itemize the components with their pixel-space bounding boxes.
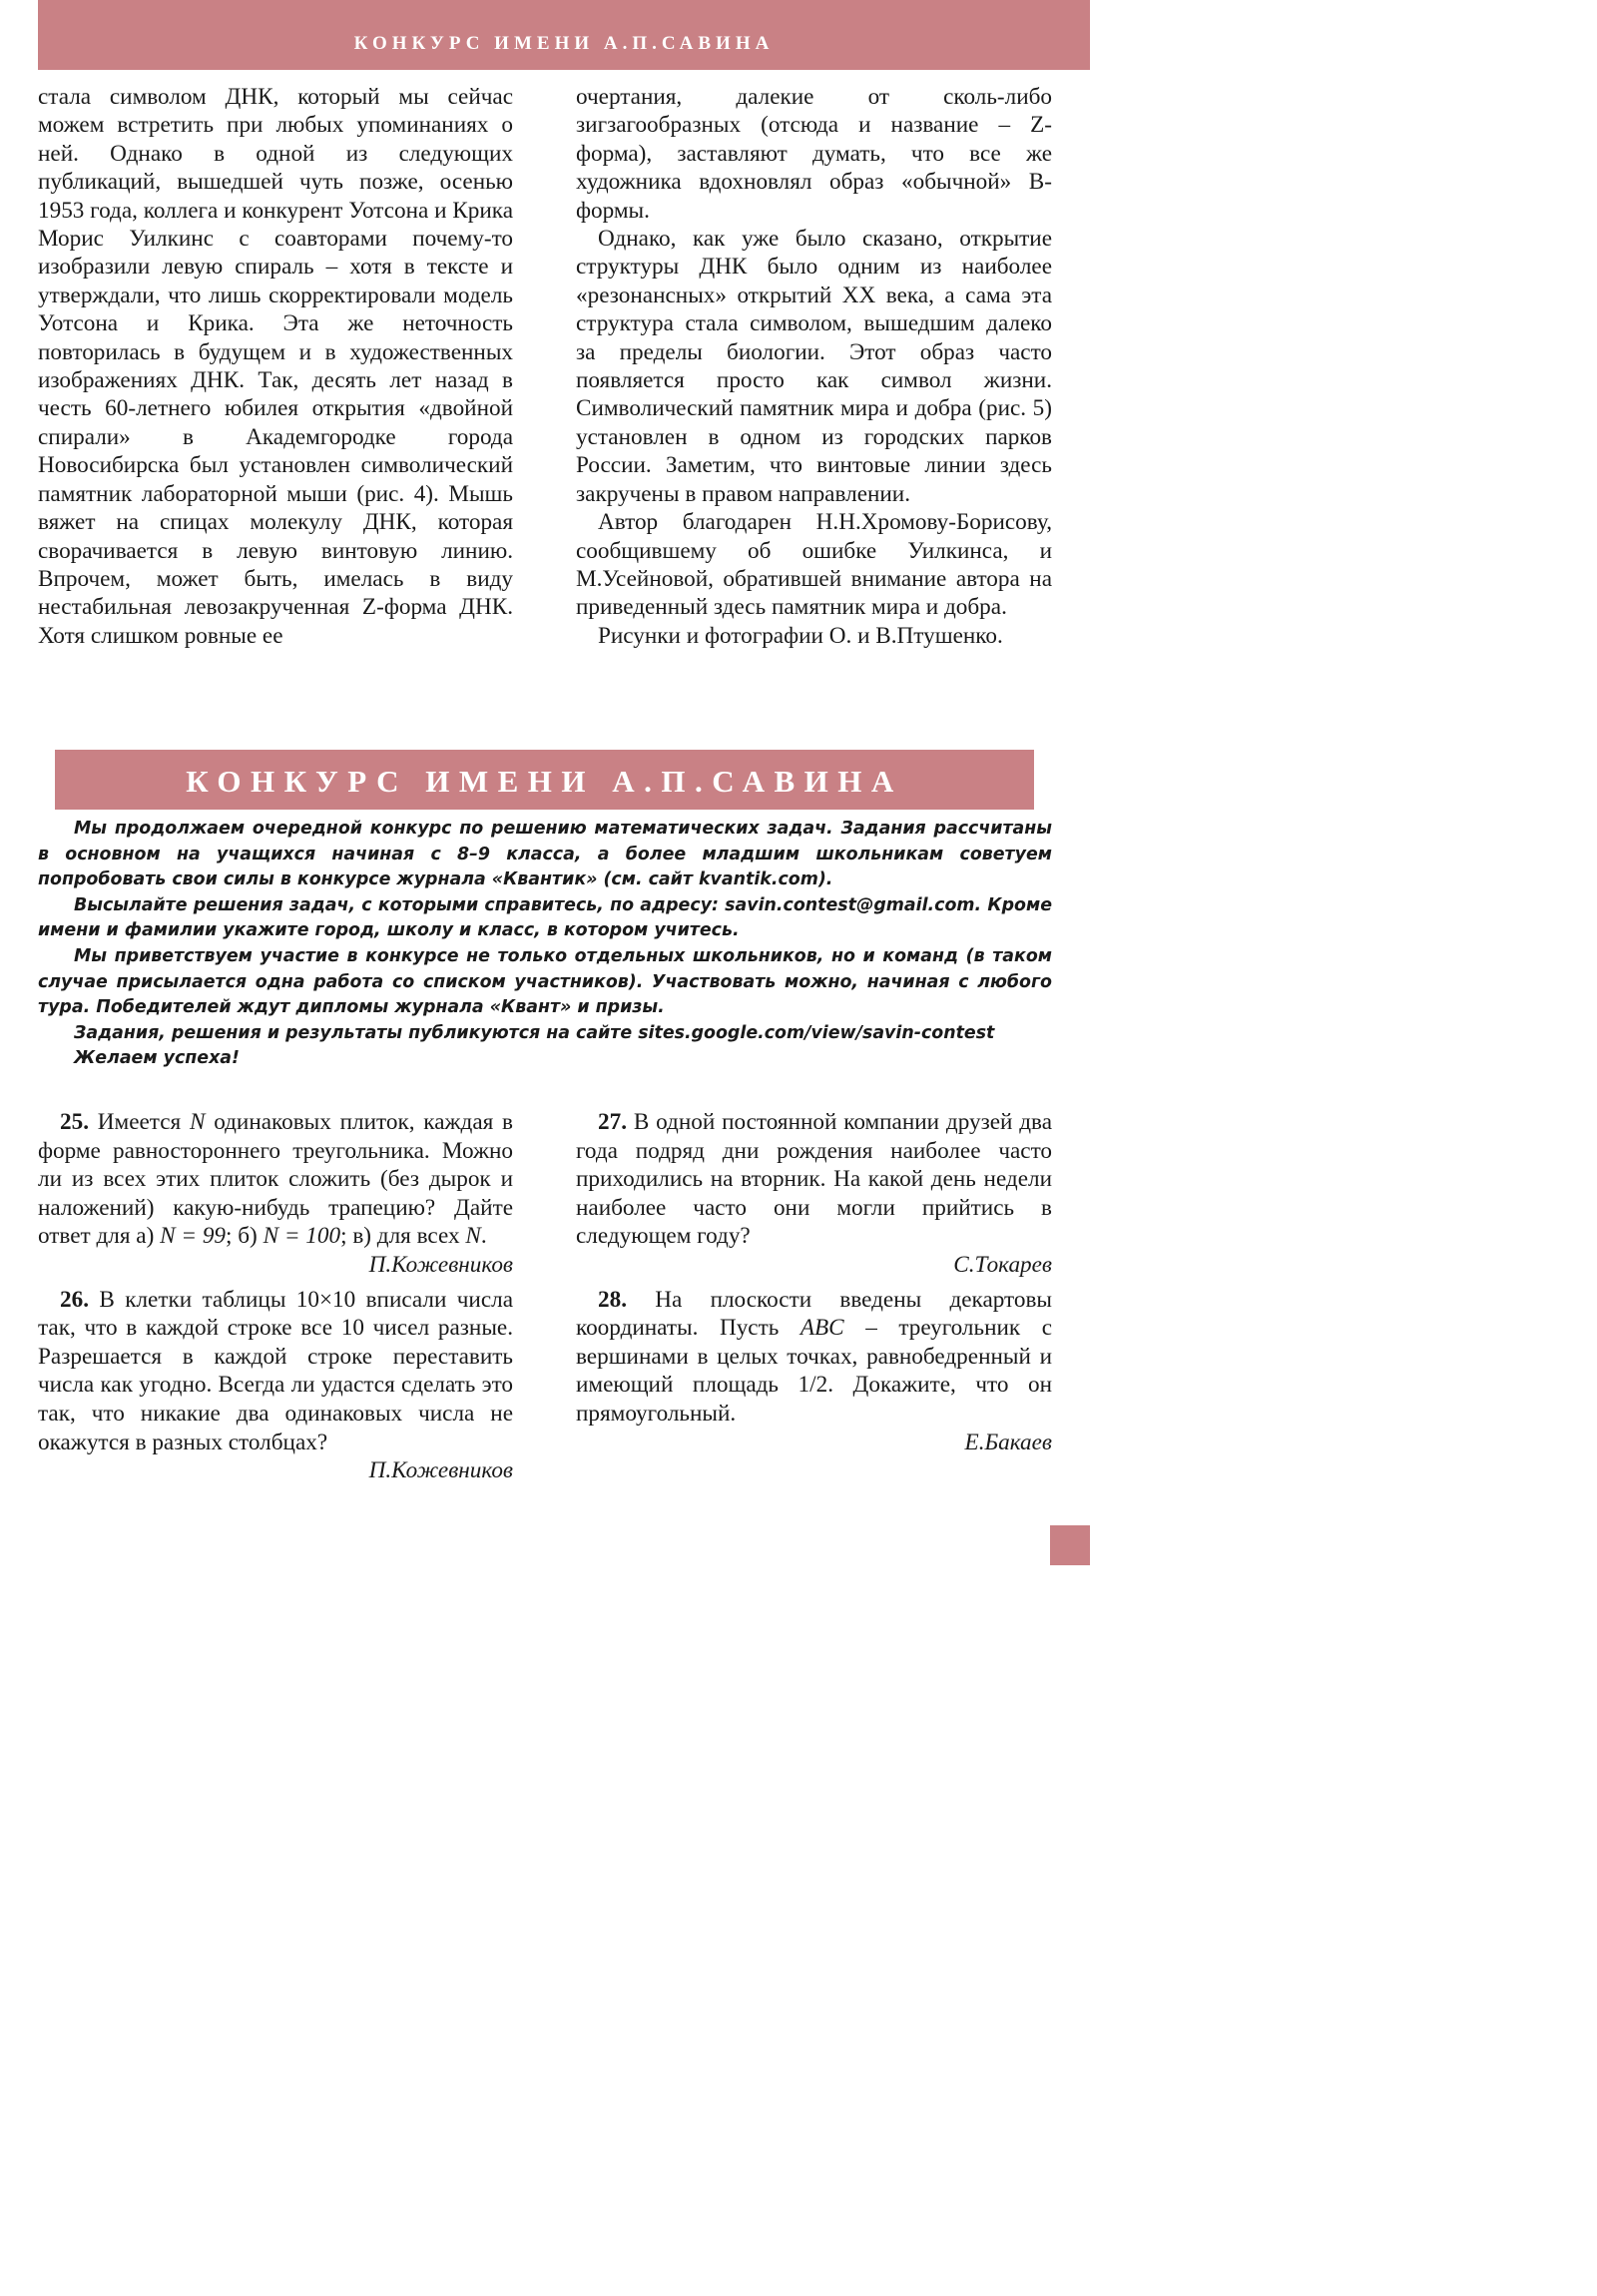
problem-26 [38, 1286, 513, 1485]
math-variable: ABC [799, 1315, 844, 1342]
problem-text-part: Имеется [97, 1109, 190, 1135]
problem-author: П.Кожевников [368, 1251, 513, 1278]
running-header: КОНКУРС ИМЕНИ А.П.САВИНА [38, 0, 1090, 70]
problem-text-part: В одной постоянной компании друзей два года подряд дни рождения наиболее часто приходились на вторник. На какой день недели наиболее часто они могли прийтись в следующем году? [576, 1109, 1052, 1250]
problem-author: Е.Бакаев [964, 1429, 1052, 1455]
math-variable: N [189, 1109, 206, 1135]
problem-25 [38, 1108, 513, 1280]
math-expression: N = 100 [263, 1223, 341, 1250]
problem-text [38, 1108, 513, 1251]
problems-left-column [38, 1108, 513, 1485]
section-title: КОНКУРС ИМЕНИ А.П.САВИНА [55, 750, 1034, 810]
math-expression: N = 99 [160, 1223, 227, 1250]
problem-author: С.Токарев [953, 1251, 1052, 1278]
intro-paragraph: Мы приветствуем участие в конкурсе не только отдельных школьников, но и команд (в таком случае присылается одна работа со списком участников). Участвовать можно, начиная с любого тура. Победителей ждут дипломы журнала «Квант» и призы. [38, 945, 1052, 1018]
problem-number: 26. [60, 1286, 89, 1313]
article-paragraph: очертания, далекие от сколь-либо зигзагообразных (отсюда и название – Z-форма), заставляют думать, что все же художника вдохновлял образ «обычной» B-формы. [576, 84, 1052, 224]
math-variable: N [465, 1223, 481, 1250]
problem-28 [576, 1286, 1052, 1457]
problem-text-part: ; б) [226, 1223, 264, 1250]
problem-27 [576, 1108, 1052, 1280]
article-left-column [38, 83, 513, 650]
article-right-column [576, 83, 1052, 650]
problem-text-part: На плоскости введены декартовы координаты. Пусть [576, 1286, 1053, 1342]
intro-paragraph: Высылайте решения задач, с которыми справитесь, по адресу: savin.contest@gmail.com. Кроме имени и фамилии укажите город, школу и класс, в котором учитесь. [38, 894, 1052, 941]
problem-text-part: – треугольник с вершинами в целых точках, равнобедренный и имеющий площадь 1/2. Докажите, что он прямоугольный. [576, 1315, 1053, 1427]
contest-intro [38, 817, 1052, 1072]
problem-author: П.Кожевников [368, 1457, 513, 1484]
acknowledgements: Автор благодарен Н.Н.Хромову-Борисову, сообщившему об ошибке Уилкинса, и М.Усейновой, обратившей внимание автора на приведенный здесь памятник мира и добра. [576, 509, 1052, 621]
problem-number: 27. [598, 1109, 627, 1135]
problem-number: 28. [598, 1286, 627, 1313]
article-paragraph: Однако, как уже было сказано, открытие структуры ДНК было одним из наиболее «резонансных» открытий XX века, а сама эта структура стала символом, вышедшим далеко за пределы биологии. Этот образ часто появляется просто как символ жизни. Символический памятник мира и добра (рис. 5) установлен в одном из городских парков России. Заметим, что винтовые линии здесь закручены в правом направлении. [576, 226, 1052, 507]
problem-text [576, 1108, 1052, 1251]
illustration-credits: Рисунки и фотографии О. и В.Птушенко. [598, 622, 1003, 649]
problems-right-column [576, 1108, 1052, 1456]
problem-number: 25. [60, 1109, 89, 1135]
problem-text-part: . [480, 1223, 487, 1250]
problem-text-part: В клетки таблицы 10×10 вписали числа так, что в каждой строке все 10 чисел разные. Разрешается в каждой строке переставить числа как угодно. Всегда ли удастся сделать это так, что никакие два одинаковых числа не окажутся в разных столбцах? [38, 1286, 513, 1455]
article-paragraph: стала символом ДНК, который мы сейчас можем встретить при любых упоминаниях о ней. Однако в одной из следующих публикаций, вышедшей чуть позже, осенью 1953 года, коллега и конкурент Уотсона и Крика Морис Уилкинс с соавторами почему-то изобразили левую спираль – хотя в тексте и утверждали, что лишь скорректировали модель Уотсона и Крика. Эта же неточность повторилась в будущем и в художественных изображениях ДНК. Так, десять лет назад в честь 60-летнего юбилея открытия «двойной спирали» в Академгородке города Новосибирска был установлен символический памятник лабораторной мыши (рис. 4). Мышь вяжет на спицах молекулу ДНК, которая сворачивается в левую винтовую линию. Впрочем, может быть, имелась в виду нестабильная левозакрученная Z-форма ДНК. Хотя слишком ровные ее [38, 84, 513, 649]
intro-closing: Желаем успеха! [74, 1048, 240, 1069]
problem-text-part: одинаковых плиток, каждая в форме равностороннего треугольника. Можно ли из всех этих плиток сложить (без дырок и наложений) какую-нибудь трапецию? Дайте ответ для а) [38, 1109, 514, 1250]
page-corner-marker [1050, 1525, 1090, 1565]
intro-paragraph: Мы продолжаем очередной конкурс по решению математических задач. Задания рассчитаны в основном на учащихся начиная с 8–9 класса, а более младшим школьникам советуем попробовать свои силы в конкурсе журнала «Квантик» (см. сайт kvantik.com). [38, 819, 1052, 890]
intro-paragraph: Задания, решения и результаты публикуются на сайте sites.google.com/view/savin-contest [74, 1022, 995, 1043]
problem-text-part: ; в) для всех [340, 1223, 466, 1250]
problem-text [576, 1286, 1052, 1429]
problem-text [38, 1286, 513, 1457]
